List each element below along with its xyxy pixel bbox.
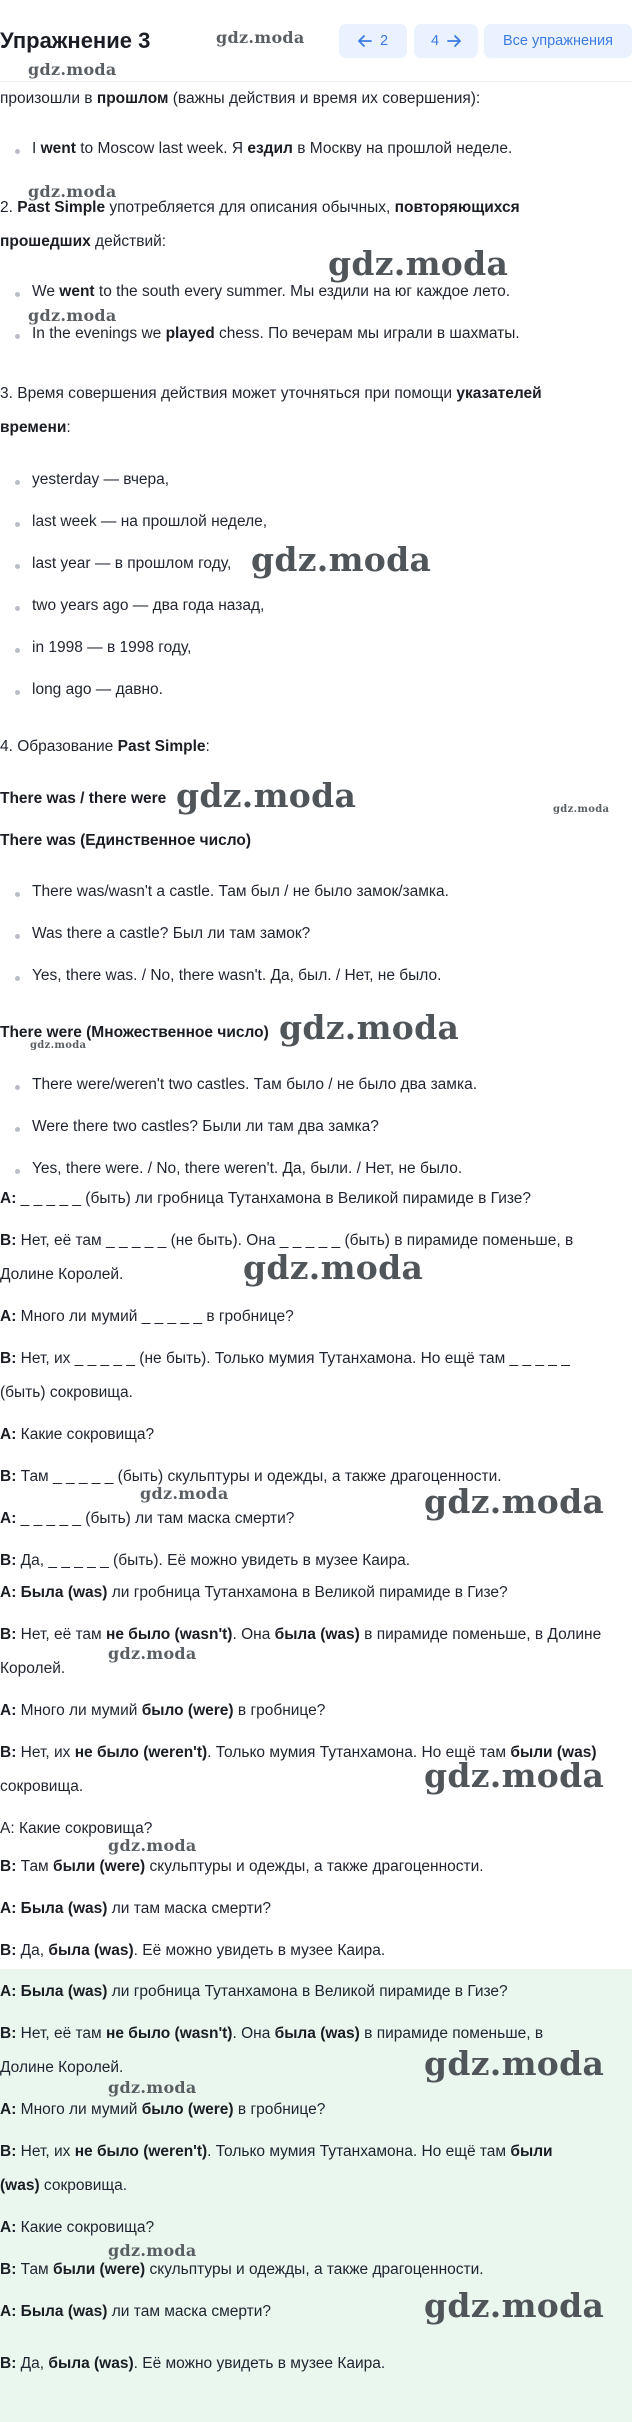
answer-line: B: Нет, её там не было (wasn't). Она была (was) в пирамиде поменьше, в [0,2025,544,2042]
watermark: gdz.moda [108,2078,197,2097]
watermark: gdz.moda [140,1484,229,1503]
arrow-right-icon [447,35,461,47]
text-line: времени: [0,419,71,436]
watermark: gdz.moda [424,2044,605,2083]
dialogue-line: B: Там _ _ _ _ _ (быть) скульптуры и одежды, а также драгоценности. [0,1468,502,1485]
answer-line: A: Какие сокровища? [0,2219,155,2236]
watermark: gdz.moda [424,1482,605,1521]
dialogue-line: сокровища. [0,1778,84,1795]
section-subheading: There was (Единственное число) [0,832,252,849]
dialogue-line: A: Какие сокровища? [0,1820,153,1837]
list-item: Were there two castles? Были ли там два замка? [0,1118,630,1136]
list-item: in 1998 — в 1998 году, [0,639,630,657]
answer-line: (was) сокровища. [0,2177,128,2194]
list-item: last year — в прошлом году, [0,555,630,573]
list-item: Was there a castle? Был ли там замок? [0,925,630,943]
dialogue-line: B: Нет, её там _ _ _ _ _ (не быть). Она _ _ _ _ _ (быть) в пирамиде поменьше, в [0,1232,574,1249]
watermark: gdz.moda [28,306,117,325]
watermark: gdz.moda [424,2286,605,2325]
text-line: 2. Past Simple употребляется для описания обычных, повторяющихся [0,199,520,216]
next-exercise-button[interactable] [414,24,478,58]
text-line: прошедших действий: [0,233,167,250]
dialogue-line: A: Была (was) ли там маска смерти? [0,1900,272,1917]
list-item: In the evenings we played chess. По вечерам мы играли в шахматы. [0,325,630,343]
list-item: yesterday — вчера, [0,471,630,489]
list-item: There were/weren't two castles. Там было / не было два замка. [0,1076,630,1094]
next-exercise-label: 4 [430,33,440,49]
answer-line: A: Много ли мумий было (were) в гробнице? [0,2101,326,2118]
page-header [0,0,632,82]
answer-line: B: Нет, их не было (weren't). Только мумия Тутанхамона. Но ещё там были [0,2143,553,2160]
answer-line: A: Была (was) ли там маска смерти? [0,2303,272,2320]
watermark: gdz.moda [28,182,117,201]
watermark: gdz.moda [251,540,432,579]
list-item: We went to the south every summer. Мы ездили на юг каждое лето. [0,283,630,301]
dialogue-line: A: _ _ _ _ _ (быть) ли там маска смерти? [0,1510,295,1527]
dialogue-line: B: Нет, их _ _ _ _ _ (не быть). Только мумия Тутанхамона. Но ещё там _ _ _ _ _ [0,1350,570,1367]
list-item: I went to Moscow last week. Я ездил в Москву на прошлой неделе. [0,140,630,158]
all-exercises-button[interactable] [484,24,632,58]
dialogue-line: Долине Королей. [0,1266,124,1283]
watermark: gdz.moda [108,1644,197,1663]
dialogue-line: (быть) сокровища. [0,1384,133,1401]
watermark: gdz.moda [216,28,305,47]
watermark: gdz.moda [424,1756,605,1795]
watermark: gdz.moda [279,1008,460,1047]
dialogue-line: B: Да, _ _ _ _ _ (быть). Её можно увидеть в музее Каира. [0,1552,411,1569]
section-heading: There was / there were [0,790,167,807]
dialogue-line: Королей. [0,1660,66,1677]
list-item: last week — на прошлой неделе, [0,513,630,531]
list-item: long ago — давно. [0,681,630,699]
dialogue-line: A: Много ли мумий _ _ _ _ _ в гробнице? [0,1308,294,1325]
dialogue-line: B: Нет, их не было (weren't). Только мумия Тутанхамона. Но ещё там были (was) [0,1744,597,1761]
watermark: gdz.moda [243,1248,424,1287]
dialogue-line: A: Много ли мумий было (were) в гробнице? [0,1702,326,1719]
text-line: 4. Образование Past Simple: [0,738,210,755]
arrow-left-icon [358,35,372,47]
answer-line: Долине Королей. [0,2059,124,2076]
answer-line: A: Была (was) ли гробница Тутанхамона в Великой пирамиде в Гизе? [0,1983,508,2000]
answer-line: B: Там были (were) скульптуры и одежды, а также драгоценности. [0,2261,484,2278]
prev-exercise-label: 2 [379,33,389,49]
dialogue-line: B: Да, была (was). Её можно увидеть в музее Каира. [0,1942,386,1959]
dialogue-line: A: Какие сокровища? [0,1426,155,1443]
watermark: gdz.moda [28,60,117,79]
page-title: Упражнение 3 [0,28,151,53]
answer-line: B: Да, была (was). Её можно увидеть в музее Каира. [0,2355,386,2372]
all-exercises-label: Все упражнения [503,33,613,49]
list-item: two years ago — два года назад, [0,597,630,615]
list-item: Yes, there was. / No, there wasn't. Да, был. / Нет, не было. [0,967,630,985]
watermark: gdz.moda [108,1836,197,1855]
watermark: gdz.moda [553,804,610,815]
dialogue-line: A: _ _ _ _ _ (быть) ли гробница Тутанхамона в Великой пирамиде в Гизе? [0,1190,532,1207]
prev-exercise-button[interactable] [339,24,407,58]
watermark: gdz.moda [176,776,357,815]
watermark: gdz.moda [108,2241,197,2260]
list-item: There was/wasn't a castle. Там был / не было замок/замка. [0,883,630,901]
watermark: gdz.moda [328,244,509,283]
dialogue-line: B: Там были (were) скульптуры и одежды, а также драгоценности. [0,1858,484,1875]
text-line: 3. Время совершения действия может уточняться при помощи указателей [0,385,542,402]
section-subheading: There were (Множественное число) [0,1024,269,1041]
watermark: gdz.moda [30,1040,87,1051]
dialogue-line: B: Нет, её там не было (wasn't). Она была (was) в пирамиде поменьше, в Долине [0,1626,602,1643]
list-item: Yes, there were. / No, there weren't. Да, были. / Нет, не было. [0,1160,630,1178]
text-line: произошли в прошлом (важны действия и время их совершения): [0,90,481,107]
dialogue-line: A: Была (was) ли гробница Тутанхамона в Великой пирамиде в Гизе? [0,1584,508,1601]
